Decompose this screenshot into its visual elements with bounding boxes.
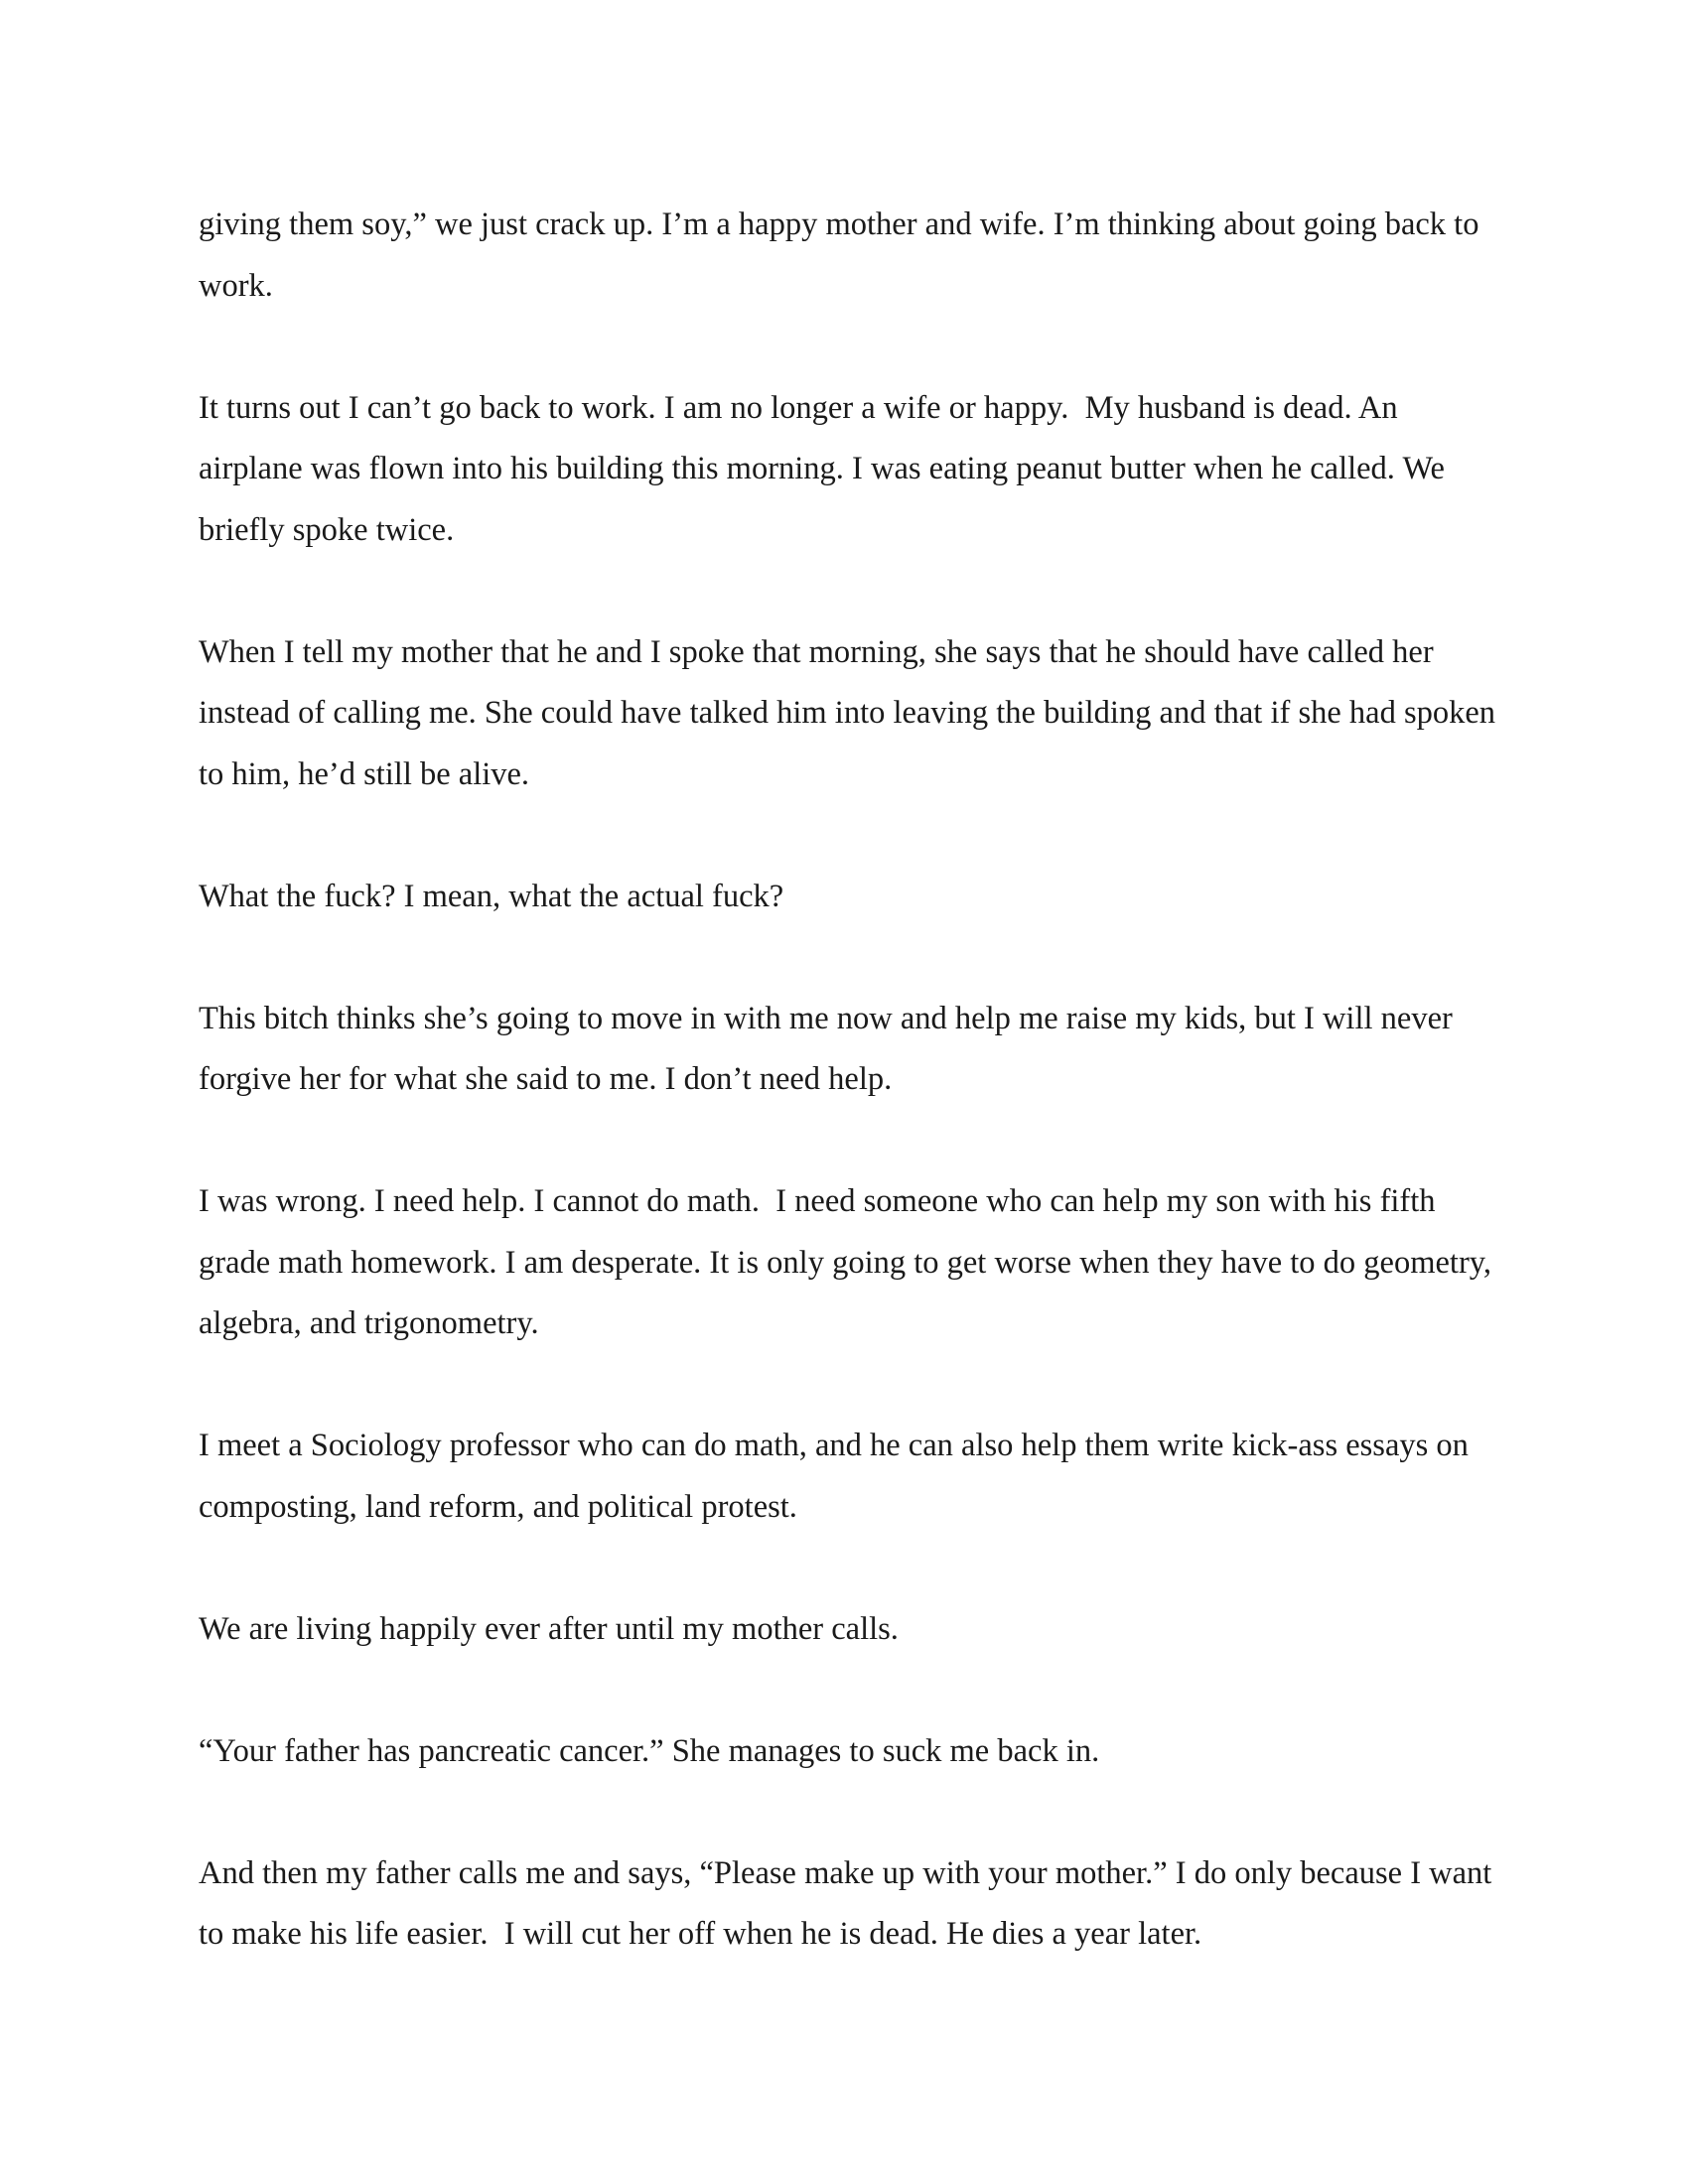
paragraph: I meet a Sociology professor who can do math, and he can also help them write kick-ass essays on composting, land reform, and political protest. <box>199 1428 1477 1525</box>
paragraph: I was wrong. I need help. I cannot do math. I need someone who can help my son with his fifth grade math homework. I am desperate. It is only going to get worse when they have to do geometry, algebra, and trigonometry. <box>199 1183 1500 1341</box>
paragraph: We are living happily ever after until my mother calls. <box>199 1610 899 1647</box>
paragraph: It turns out I can’t go back to work. I am no longer a wife or happy. My husband is dead. An airplane was flown into his building this morning. I was eating peanut butter when he called. We briefly spoke twice. <box>199 389 1454 548</box>
paragraph: This bitch thinks she’s going to move in with me now and help me raise my kids, but I will never forgive her for what she said to me. I don’t need help. <box>199 1000 1461 1097</box>
paragraph: “Your father has pancreatic cancer.” She manages to suck me back in. <box>199 1732 1100 1769</box>
paragraph: giving them soy,” we just crack up. I’m a happy mother and wife. I’m thinking about going back to work. <box>199 206 1487 304</box>
paragraph: And then my father calls me and says, “Please make up with your mother.” I do only because I want to make his life easier. I will cut her off when he is dead. He dies a year later. <box>199 1854 1500 1952</box>
paragraph: When I tell my mother that he and I spoke that morning, she says that he should have called her instead of calling me. She could have talked him into leaving the building and that if she had spoken to him, he’d still be alive. <box>199 633 1504 792</box>
document-body <box>199 195 1504 1966</box>
paragraph: What the fuck? I mean, what the actual fuck? <box>199 878 784 914</box>
